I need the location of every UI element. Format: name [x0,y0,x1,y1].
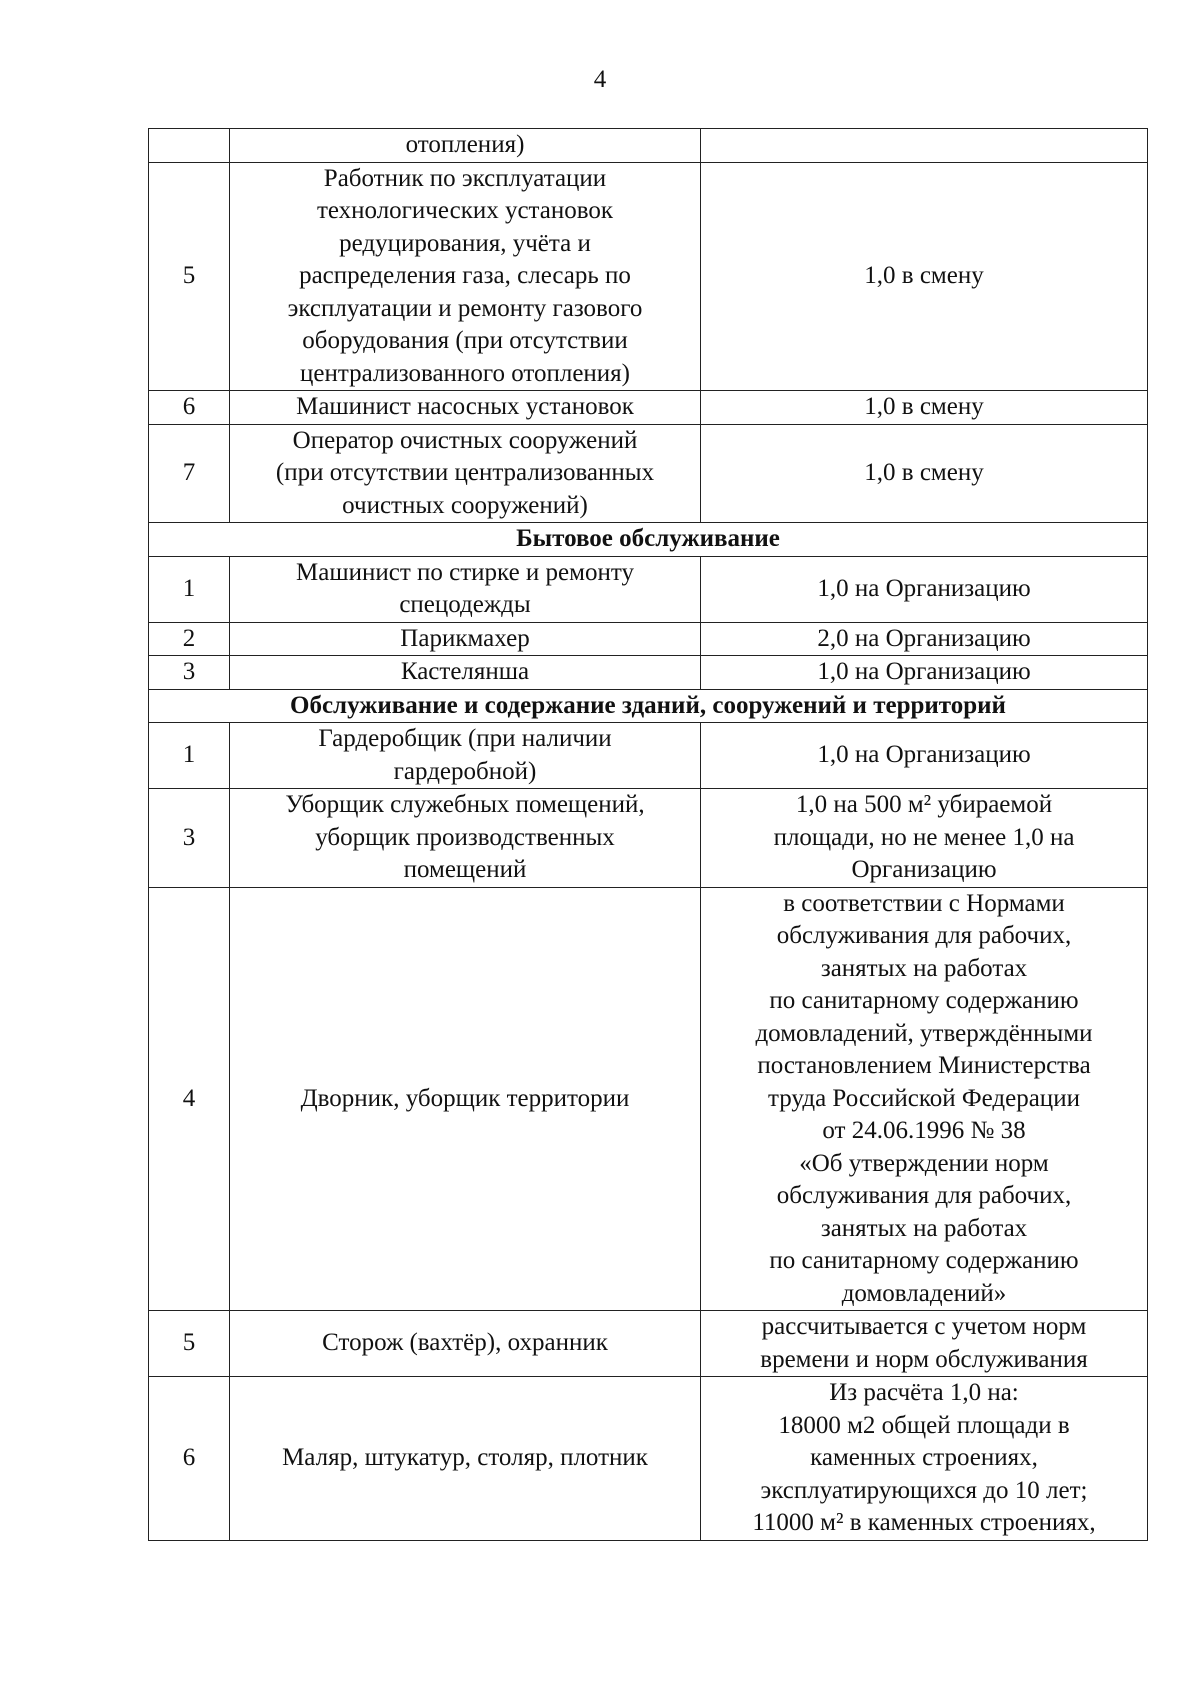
job-title-cell [230,789,701,888]
job-title-cell [230,1311,701,1377]
row-number: 5 [149,1311,230,1377]
job-title-cell [230,129,701,163]
staffing-norm-line: 11000 м² в каменных строениях, [752,1509,1096,1536]
row-number: 6 [149,1377,230,1541]
job-title-line: очистных сооружений) [342,491,588,519]
job-title-cell [230,622,701,656]
staffing-norm-line: от 24.06.1996 № 38 [822,1117,1026,1144]
row-number: 1 [149,723,230,789]
section-header-row [149,689,1148,723]
job-title-line: Оператор очистных сооружений [292,426,638,454]
row-number: 5 [149,162,230,391]
staffing-norm-line: 1,0 на 500 м² убираемой [795,791,1053,818]
staffing-norm-line [705,129,1143,162]
job-title-line: Кастелянша [400,658,530,685]
staffing-norm-line: 1,0 на Организацию [817,741,1031,769]
staffing-norm-line: времени и норм обслуживания [760,1345,1088,1373]
row-number: 7 [149,424,230,523]
staffing-norm-cell [701,1311,1148,1377]
job-title-line: Машинист по стирке и ремонту [296,558,634,586]
staffing-norm-cell [701,556,1148,622]
staffing-norm-cell [701,887,1148,1311]
staffing-norm-line: обслуживания для рабочих, [776,922,1072,949]
table-row [149,129,1148,163]
staffing-norms-table [148,128,1148,1541]
staffing-norm-cell [701,622,1148,656]
staffing-norm-line: занятых на работах [820,954,1028,982]
job-title-cell [230,1377,701,1541]
table-row [149,723,1148,789]
staffing-norm-cell [701,789,1148,888]
job-title-line: гардеробной) [393,757,537,785]
section-title: Бытовое обслуживание [149,523,1148,557]
staffing-norm-line: по санитарному содержанию [769,1247,1079,1274]
row-number: 3 [149,789,230,888]
staffing-norm-line: в соответствии с Нормами [783,889,1065,917]
job-title-line: редуцирования, учёта и [339,229,591,257]
staffing-norm-cell [701,162,1148,391]
job-title-cell [230,556,701,622]
staffing-norm-cell [701,424,1148,523]
section-header-row [149,523,1148,557]
staffing-norm-line: Из расчёта 1,0 на: [829,1379,1019,1406]
job-title-cell [230,723,701,789]
job-title-line: централизованного отопления) [300,359,630,387]
job-title-line: Гардеробщик (при наличии [318,725,612,752]
table-row [149,424,1148,523]
job-title-cell [230,424,701,523]
row-number [149,129,230,163]
table-row [149,622,1148,656]
staffing-norm-cell [701,129,1148,163]
row-number: 4 [149,887,230,1311]
job-title-line: помещений [403,856,527,883]
job-title-line: Машинист насосных установок [296,393,634,420]
job-title-line: Дворник, уборщик территории [300,1084,630,1112]
section-title: Обслуживание и содержание зданий, сооружений и территорий [149,689,1148,723]
job-title-line: отопления) [405,131,525,158]
staffing-norm-line: труда Российской Федерации [768,1084,1080,1112]
page-number: 4 [593,66,607,93]
staffing-norm-line: «Об утверждении норм [799,1149,1049,1177]
job-title-line: спецодежды [399,591,531,618]
staffing-norm-line: 1,0 в смену [864,262,984,289]
staffing-norm-line: по санитарному содержанию [769,987,1079,1014]
staffing-norm-line: эксплуатирующихся до 10 лет; [760,1476,1088,1504]
job-title-line: эксплуатации и ремонту газового [287,294,643,322]
staffing-norm-cell [701,1377,1148,1541]
staffing-norm-line: 1,0 в смену [864,459,984,486]
table-row [149,1377,1148,1541]
staffing-norm-line: домовладений, утверждёнными [755,1019,1093,1047]
staffing-norm-line: домовладений» [841,1279,1007,1307]
row-number: 6 [149,391,230,425]
row-number: 2 [149,622,230,656]
staffing-norm-line: 18000 м2 общей площади в [778,1411,1070,1439]
table-body [149,129,1148,1541]
table-row [149,887,1148,1311]
staffing-norm-line: рассчитывается с учетом норм [761,1313,1087,1340]
staffing-norm-line: занятых на работах [820,1214,1028,1242]
job-title-line: уборщик производственных [315,823,615,851]
row-number: 1 [149,556,230,622]
staffing-norm-cell [701,391,1148,425]
job-title-line: распределения газа, слесарь по [299,262,631,289]
job-title-line: Уборщик служебных помещений, [285,791,645,818]
row-number: 3 [149,656,230,690]
table-row [149,1311,1148,1377]
job-title-cell [230,887,701,1311]
staffing-norm-line: 1,0 на Организацию [817,658,1031,685]
table-row [149,556,1148,622]
job-title-line: технологических установок [316,197,614,224]
job-title-cell [230,656,701,690]
staffing-norm-line: площади, но не менее 1,0 на [773,823,1075,851]
job-title-line: оборудования (при отсутствии [302,327,628,354]
staffing-norm-line: 2,0 на Организацию [817,624,1031,652]
job-title-cell [230,162,701,391]
staffing-norm-cell [701,656,1148,690]
staffing-norm-line: обслуживания для рабочих, [776,1182,1072,1209]
table-row [149,391,1148,425]
job-title-cell [230,391,701,425]
job-title-line: Парикмахер [400,624,530,652]
table-row [149,789,1148,888]
staffing-norm-line: каменных строениях, [810,1444,1038,1471]
staffing-norm-line: Организацию [851,856,997,883]
job-title-line: Маляр, штукатур, столяр, плотник [282,1444,648,1471]
staffing-norm-line: 1,0 на Организацию [817,574,1031,602]
staffing-norm-line: постановлением Министерства [757,1052,1091,1079]
job-title-line: Работник по эксплуатации [323,164,607,192]
table-row [149,656,1148,690]
table-row [149,162,1148,391]
job-title-line: (при отсутствии централизованных [275,459,655,486]
staffing-norm-line: 1,0 в смену [864,393,984,420]
job-title-line: Сторож (вахтёр), охранник [322,1329,608,1357]
staffing-norm-cell [701,723,1148,789]
